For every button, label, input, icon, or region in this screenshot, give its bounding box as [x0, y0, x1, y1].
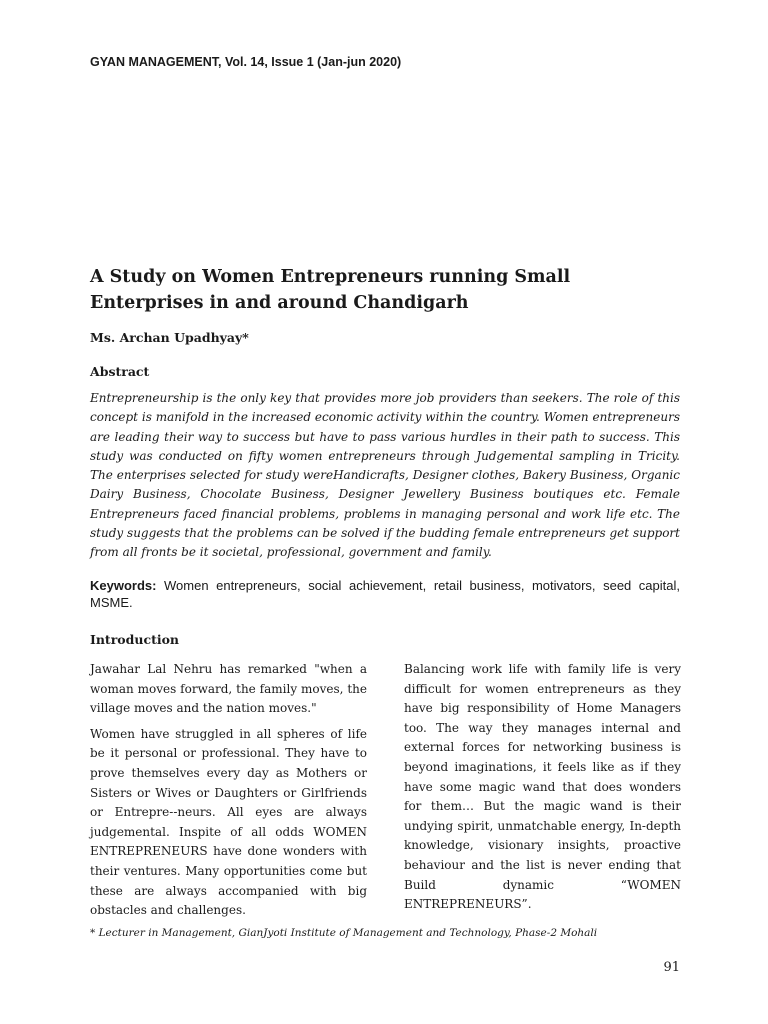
footnote: * Lecturer in Management, GianJyoti Institute of Management and Technology, Phase-2 Mohali	[90, 927, 598, 939]
keywords-text: Women entrepreneurs, social achievement, retail business, motivators, seed capital, MSME.	[90, 578, 680, 610]
page-number: 91	[663, 960, 680, 975]
introduction-heading: Introduction	[90, 632, 180, 647]
article-title: A Study on Women Entrepreneurs running Small Enterprises in and around Chandigarh	[90, 267, 571, 313]
abstract-text: Entrepreneurship is the only key that provides more job providers than seekers. The role of this concept is manifold in the increased economic activity within the country. Women entrepreneurs are leading their way to success but have to pass various hurdles in their path to success. This study was conducted on fifty women entrepreneurs through Judgemental sampling in Tricity. The enterprises selected for study wereHandicrafts, Designer clothes, Bakery Business, Organic Dairy Business, Chocolate Business, Designer Jewellery Business boutiques etc. Female Entrepreneurs faced financial problems, problems in managing personal and work life etc. The study suggests that the problems can be solved if the budding female entrepreneurs get support from all fronts be it societal, professional, government and family.	[90, 391, 680, 560]
left-column	[90, 660, 367, 927]
author-name: Ms. Archan Upadhyay*	[90, 330, 249, 345]
paragraph: Balancing work life with family life is very difficult for women entrepreneurs as they have big responsibility of Home Managers too. The way they manages internal and external forces for networking business is beyond imaginations, it feels like as if they have some magic wand that does wonders for them… But the magic wand is their undying spirit, unmatchable energy, In-depth knowledge, visionary insights, proactive behaviour and the list is never ending that Build dynamic “WOMEN ENTREPRENEURS”.	[404, 662, 681, 912]
abstract-heading: Abstract	[90, 364, 150, 379]
paragraph: Jawahar Lal Nehru has remarked "when a woman moves forward, the family moves, the village moves and the nation moves."	[90, 662, 367, 716]
right-column	[404, 660, 681, 921]
journal-header: GYAN MANAGEMENT, Vol. 14, Issue 1 (Jan-jun 2020)	[90, 55, 402, 69]
keywords	[90, 577, 680, 611]
paragraph: Women have struggled in all spheres of life be it personal or professional. They have to prove themselves every day as Mothers or Sisters or Wives or Daughters or Girlfriends or Entrepre--neurs. All eyes are always judgemental. Inspite of all odds WOMEN ENTREPRENEURS have done wonders with their ventures. Many opportunities come but these are always accompanied with big obstacles and challenges.	[90, 726, 367, 918]
keywords-label: Keywords:	[90, 578, 157, 593]
